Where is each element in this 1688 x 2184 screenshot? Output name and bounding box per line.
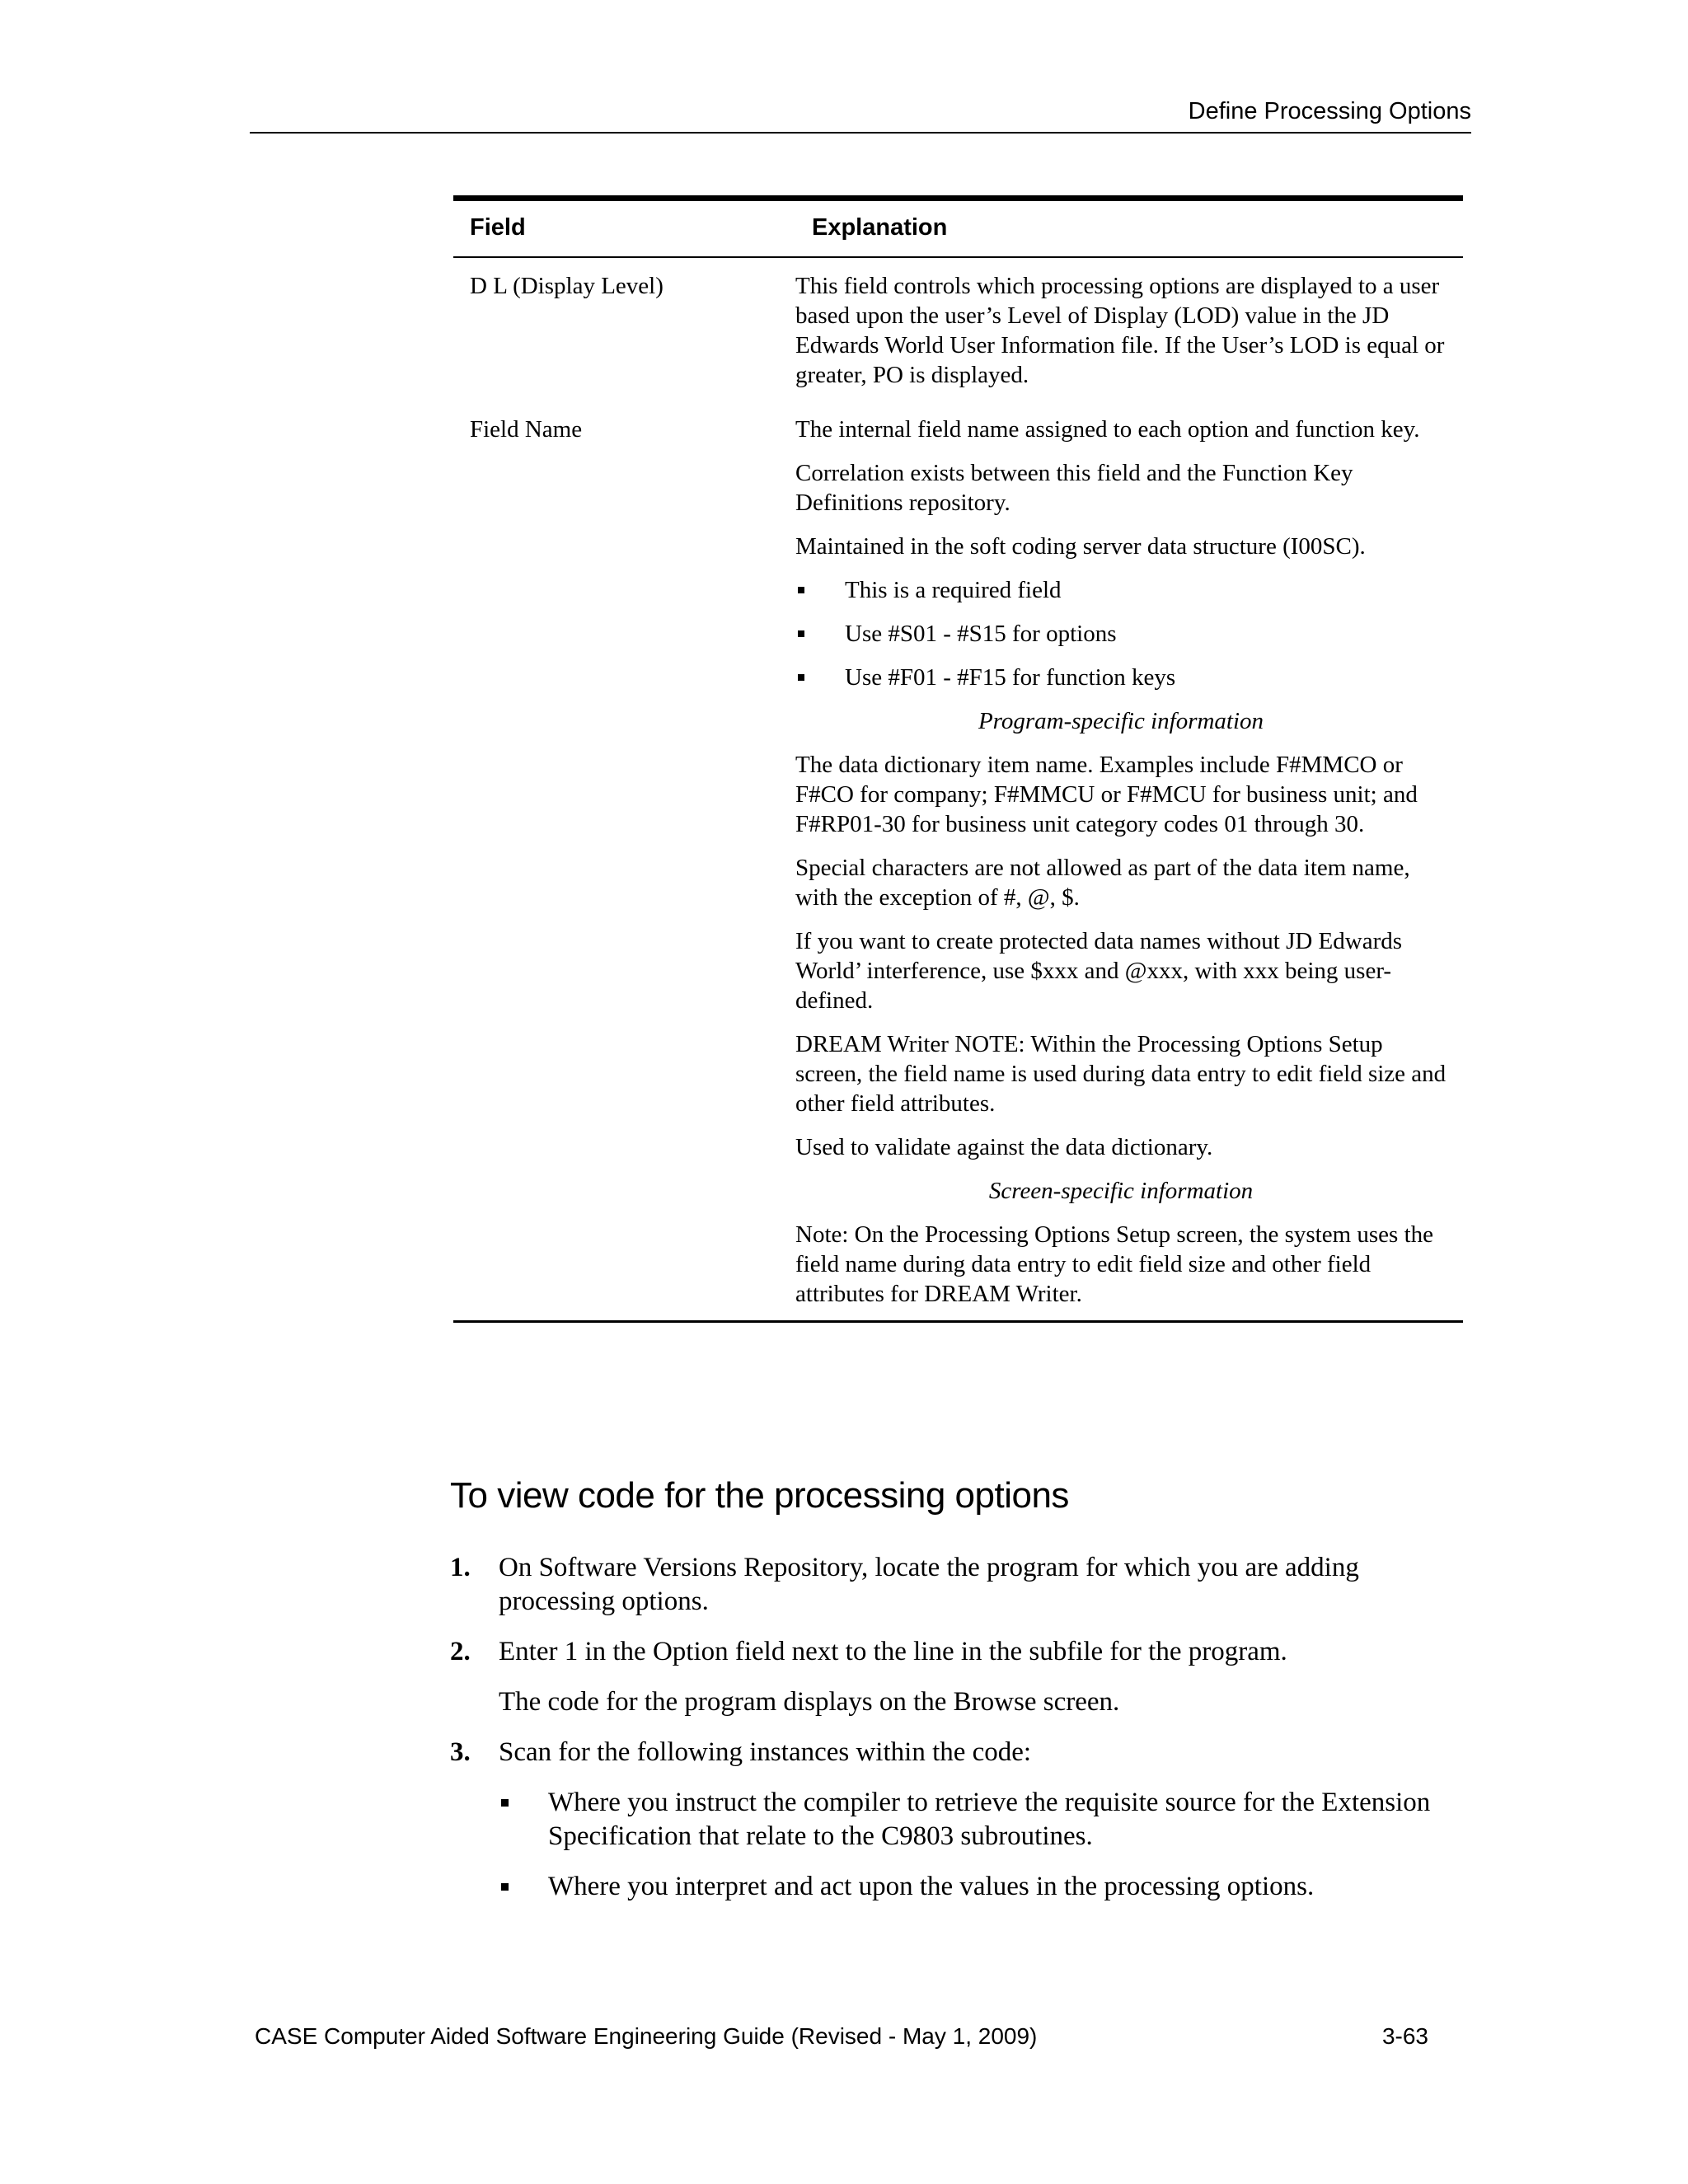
requirement-list xyxy=(795,575,1447,692)
screen-specific-subheading: Screen-specific information xyxy=(988,1178,1254,1204)
list-item: Use #S01 - #S15 for options xyxy=(795,619,1447,649)
step-number: 2. xyxy=(450,1637,471,1666)
page-footer xyxy=(250,2023,1428,2056)
explanation-paragraph: The internal field name assigned to each option and function key. xyxy=(795,416,1420,443)
explanation-paragraph: DREAM Writer NOTE: Within the Processing Options Setup screen, the field name is used during data entry to edit field size and other field attributes. xyxy=(795,1031,1447,1117)
step-number: 3. xyxy=(450,1737,471,1767)
column-header-field: Field xyxy=(453,199,795,258)
explanation-cell: This field controls which processing options are displayed to a user based upon the user’s Level of Display (LOD) value in the JD Edwards World User Information file. If the User’s LOD is equal or greater, PO is displayed. xyxy=(795,273,1445,388)
explanation-paragraph: Note: On the Processing Options Setup screen, the system uses the field name during data entry to edit field size and other field attributes for DREAM Writer. xyxy=(795,1221,1434,1307)
field-cell: D L (Display Level) xyxy=(470,273,663,299)
procedure-step xyxy=(450,1736,1476,1769)
step-number: 1. xyxy=(450,1553,471,1582)
table-row xyxy=(453,415,1463,1322)
procedure-step xyxy=(450,1551,1476,1619)
table-header-row xyxy=(453,199,1463,258)
procedure-step xyxy=(450,1635,1476,1669)
running-header xyxy=(250,97,1471,134)
explanation-paragraph: Correlation exists between this field and the Function Key Definitions repository. xyxy=(795,460,1353,516)
step-text: On Software Versions Repository, locate the program for which you are adding processing options. xyxy=(499,1553,1359,1616)
list-item: Use #F01 - #F15 for function keys xyxy=(795,663,1447,692)
step-bullet-list xyxy=(450,1786,1476,1904)
procedure-steps xyxy=(450,1551,1476,1920)
explanation-paragraph: Special characters are not allowed as part of the data item name, with the exception of #, @, $. xyxy=(795,855,1410,911)
program-specific-subheading: Program-specific information xyxy=(978,708,1264,734)
explanation-paragraph: If you want to create protected data names without JD Edwards World’ interference, use $xxx and @xxx, with xxx being user-defined. xyxy=(795,928,1403,1014)
step-text: Scan for the following instances within the code: xyxy=(499,1737,1032,1767)
footer-title: CASE Computer Aided Software Engineering Guide (Revised - May 1, 2009) xyxy=(255,2023,1038,2049)
list-item: Where you interpret and act upon the values in the processing options. xyxy=(499,1870,1476,1904)
field-explanation-table xyxy=(453,195,1463,1323)
page-number: 3-63 xyxy=(1381,2023,1428,2049)
step-text: Enter 1 in the Option field next to the line in the subfile for the program. xyxy=(499,1637,1287,1666)
explanation-paragraph: The data dictionary item name. Examples include F#MMCO or F#CO for company; F#MMCU or F#MCU for business unit; and F#RP01-30 for business unit category codes 01 through 30. xyxy=(795,752,1418,837)
section-heading: To view code for the processing options xyxy=(450,1475,1069,1516)
table-row xyxy=(453,257,1463,415)
step-note: The code for the program displays on the Browse screen. xyxy=(499,1687,1120,1717)
explanation-cell xyxy=(795,415,1463,1322)
list-item: This is a required field xyxy=(795,575,1447,605)
list-item: Where you instruct the compiler to retrieve the requisite source for the Extension Specification that relate to the C9803 subroutines. xyxy=(499,1786,1476,1854)
field-cell: Field Name xyxy=(470,416,583,443)
header-title: Define Processing Options xyxy=(1188,98,1471,124)
explanation-paragraph: Used to validate against the data dictionary. xyxy=(795,1134,1213,1160)
column-header-explanation: Explanation xyxy=(795,199,1463,258)
explanation-paragraph: Maintained in the soft coding server data structure (I00SC). xyxy=(795,533,1366,560)
